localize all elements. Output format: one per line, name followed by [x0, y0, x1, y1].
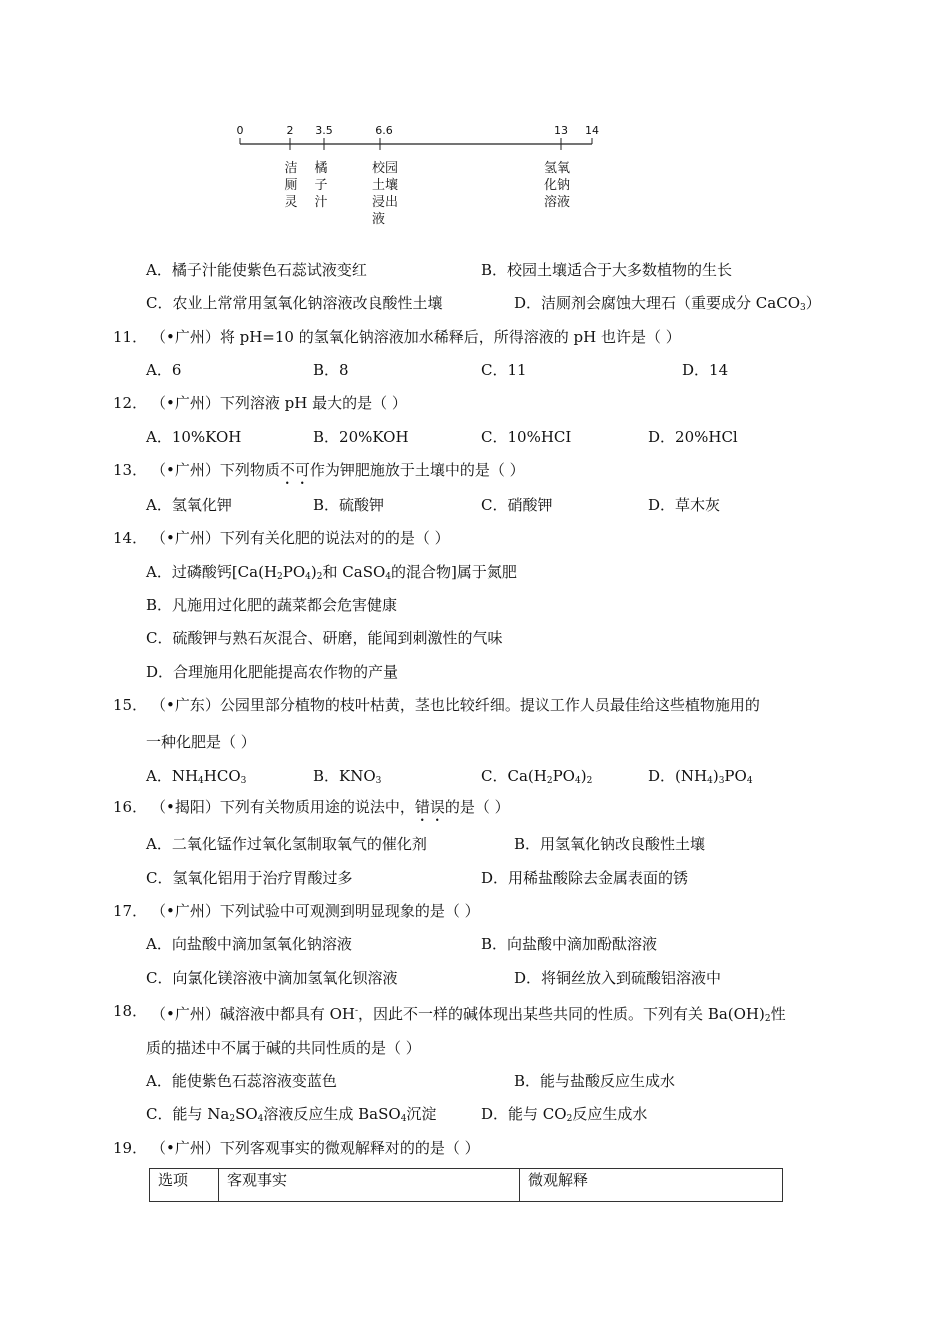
- q15-option-b: B．$KNO_3$: [313, 767, 382, 786]
- table-header-explanation: 微观解释: [520, 1169, 783, 1202]
- label-orange-juice: 橘 子 汁: [314, 161, 328, 210]
- q19-number: 19．: [113, 1139, 148, 1157]
- q14-option-c: C．硫酸钾与熟石灰混合、研磨，能闻到刺激性的气味: [146, 629, 503, 647]
- label-naoh-solution: 氢氧 化钠 溶液: [544, 161, 571, 210]
- q15-option-c: C．$Ca(H_2PO_4)_2$: [481, 767, 593, 786]
- q16-option-b: B．用氢氧化钠改良酸性土壤: [514, 835, 706, 853]
- q12-option-c: C．10%HCI: [481, 428, 572, 446]
- q18-option-a: A．能使紫色石蕊溶液变蓝色: [146, 1072, 337, 1090]
- q19-table: [149, 1168, 783, 1202]
- q16-option-c: C．氢氧化铝用于治疗胃酸过多: [146, 869, 353, 887]
- tick-6.6: 6.6: [375, 124, 393, 137]
- label-toilet-cleaner: 洁 厕 灵: [284, 161, 298, 210]
- q17-stem: （•广州）下列试验中可观测到明显现象的是（ ）: [151, 902, 480, 920]
- q16-stem: （•揭阳）下列有关物质用途的说法中，错误的是（ ）: [151, 798, 510, 816]
- q14-option-b: B．凡施用过化肥的蔬菜都会危害健康: [146, 596, 398, 614]
- q15-number: 15．: [113, 696, 148, 714]
- table-header-option: 选项: [150, 1169, 219, 1202]
- q14-stem: （•广州）下列有关化肥的说法对的的是（ ）: [151, 529, 450, 547]
- q18-stem-line2: 质的描述中不属于碱的共同性质的是（ ）: [146, 1039, 421, 1057]
- q11-number: 11．: [113, 328, 148, 346]
- q12-option-a: A．10%KOH: [146, 428, 242, 446]
- q13-stem: （•广州）下列物质不可作为钾肥施放于土壤中的是（ ）: [151, 461, 525, 479]
- q18-option-d: D．能与 $CO_2$反应生成水: [481, 1105, 648, 1124]
- q14-number: 14．: [113, 529, 148, 547]
- q13-number: 13．: [113, 461, 148, 479]
- q10-option-b: B．校园土壤适合于大多数植物的生长: [481, 261, 733, 279]
- tick-0: 0: [236, 124, 244, 137]
- q18-stem-line1: （•广州）碱溶液中都具有 OH-，因此不一样的碱体现出某些共同的性质。下列有关 $Ba(OH)_2$性: [151, 1005, 786, 1024]
- q17-number: 17．: [113, 902, 148, 920]
- q17-option-c: C．向氯化镁溶液中滴加氢氧化钡溶液: [146, 969, 398, 987]
- q15-option-d: D．$(NH_4)_3PO_4$: [648, 767, 753, 786]
- table-row: [150, 1169, 783, 1202]
- tick-14: 14: [585, 124, 599, 137]
- q12-number: 12．: [113, 394, 148, 412]
- q11-stem: （•广州）将 pH=10 的氢氧化钠溶液加水稀释后，所得溶液的 pH 也许是（ ）: [151, 328, 681, 346]
- q15-stem-line2: 一种化肥是（ ）: [146, 733, 256, 751]
- ph-scale-diagram: [232, 125, 602, 240]
- q16-option-a: A．二氧化锰作过氧化氢制取氧气的催化剂: [146, 835, 427, 853]
- q13-option-c: C．硝酸钾: [481, 496, 553, 514]
- q19-stem: （•广州）下列客观事实的微观解释对的的是（ ）: [151, 1139, 480, 1157]
- q10-option-d: D．洁厕剂会腐蚀大理石（重要成分 CaCO$_3$）: [514, 294, 821, 313]
- q10-option-c: C．农业上常常用氢氧化钠溶液改良酸性土壤: [146, 294, 443, 312]
- q16-option-d: D．用稀盐酸除去金属表面的锈: [481, 869, 689, 887]
- q16-number: 16．: [113, 798, 148, 816]
- tick-3.5: 3.5: [315, 124, 333, 137]
- q17-option-b: B．向盐酸中滴加酚酞溶液: [481, 935, 658, 953]
- q11-option-c: C．11: [481, 361, 527, 379]
- q12-option-d: D．20%HCl: [648, 428, 738, 446]
- q11-option-b: B．8: [313, 361, 349, 379]
- q10-option-a: A．橘子汁能使紫色石蕊试液变红: [146, 261, 367, 279]
- label-soil-extract: 校园 土壤 浸出 液: [372, 161, 399, 227]
- q14-option-a: A．过磷酸钙[$Ca(H_2PO_4)_2$和 CaSO$_4$的混合物]属于氮肥: [146, 563, 517, 582]
- q18-option-b: B．能与盐酸反应生成水: [514, 1072, 676, 1090]
- tick-2: 2: [286, 124, 294, 137]
- q11-option-d: D．14: [682, 361, 729, 379]
- q15-option-a: A．$NH_4HCO_3$: [146, 767, 247, 786]
- tick-13: 13: [554, 124, 568, 137]
- q17-option-d: D．将铜丝放入到硫酸铝溶液中: [514, 969, 722, 987]
- q18-number: 18．: [113, 1002, 148, 1020]
- q18-option-c: C．能与 $Na_2SO_4$溶液反应生成 BaSO$_4$沉淀: [146, 1105, 437, 1124]
- q14-option-d: D．合理施用化肥能提高农作物的产量: [146, 663, 399, 681]
- q13-option-a: A．氢氧化钾: [146, 496, 232, 514]
- q12-option-b: B．20%KOH: [313, 428, 409, 446]
- q13-option-d: D．草木灰: [648, 496, 721, 514]
- q17-option-a: A．向盐酸中滴加氢氧化钠溶液: [146, 935, 352, 953]
- q11-option-a: A．6: [146, 361, 182, 379]
- q15-stem-line1: （•广东）公园里部分植物的枝叶枯黄，茎也比较纤细。提议工作人员最佳给这些植物施用的: [151, 696, 760, 714]
- table-header-fact: 客观事实: [219, 1169, 520, 1202]
- q13-option-b: B．硫酸钾: [313, 496, 385, 514]
- q12-stem: （•广州）下列溶液 pH 最大的是（ ）: [151, 394, 407, 412]
